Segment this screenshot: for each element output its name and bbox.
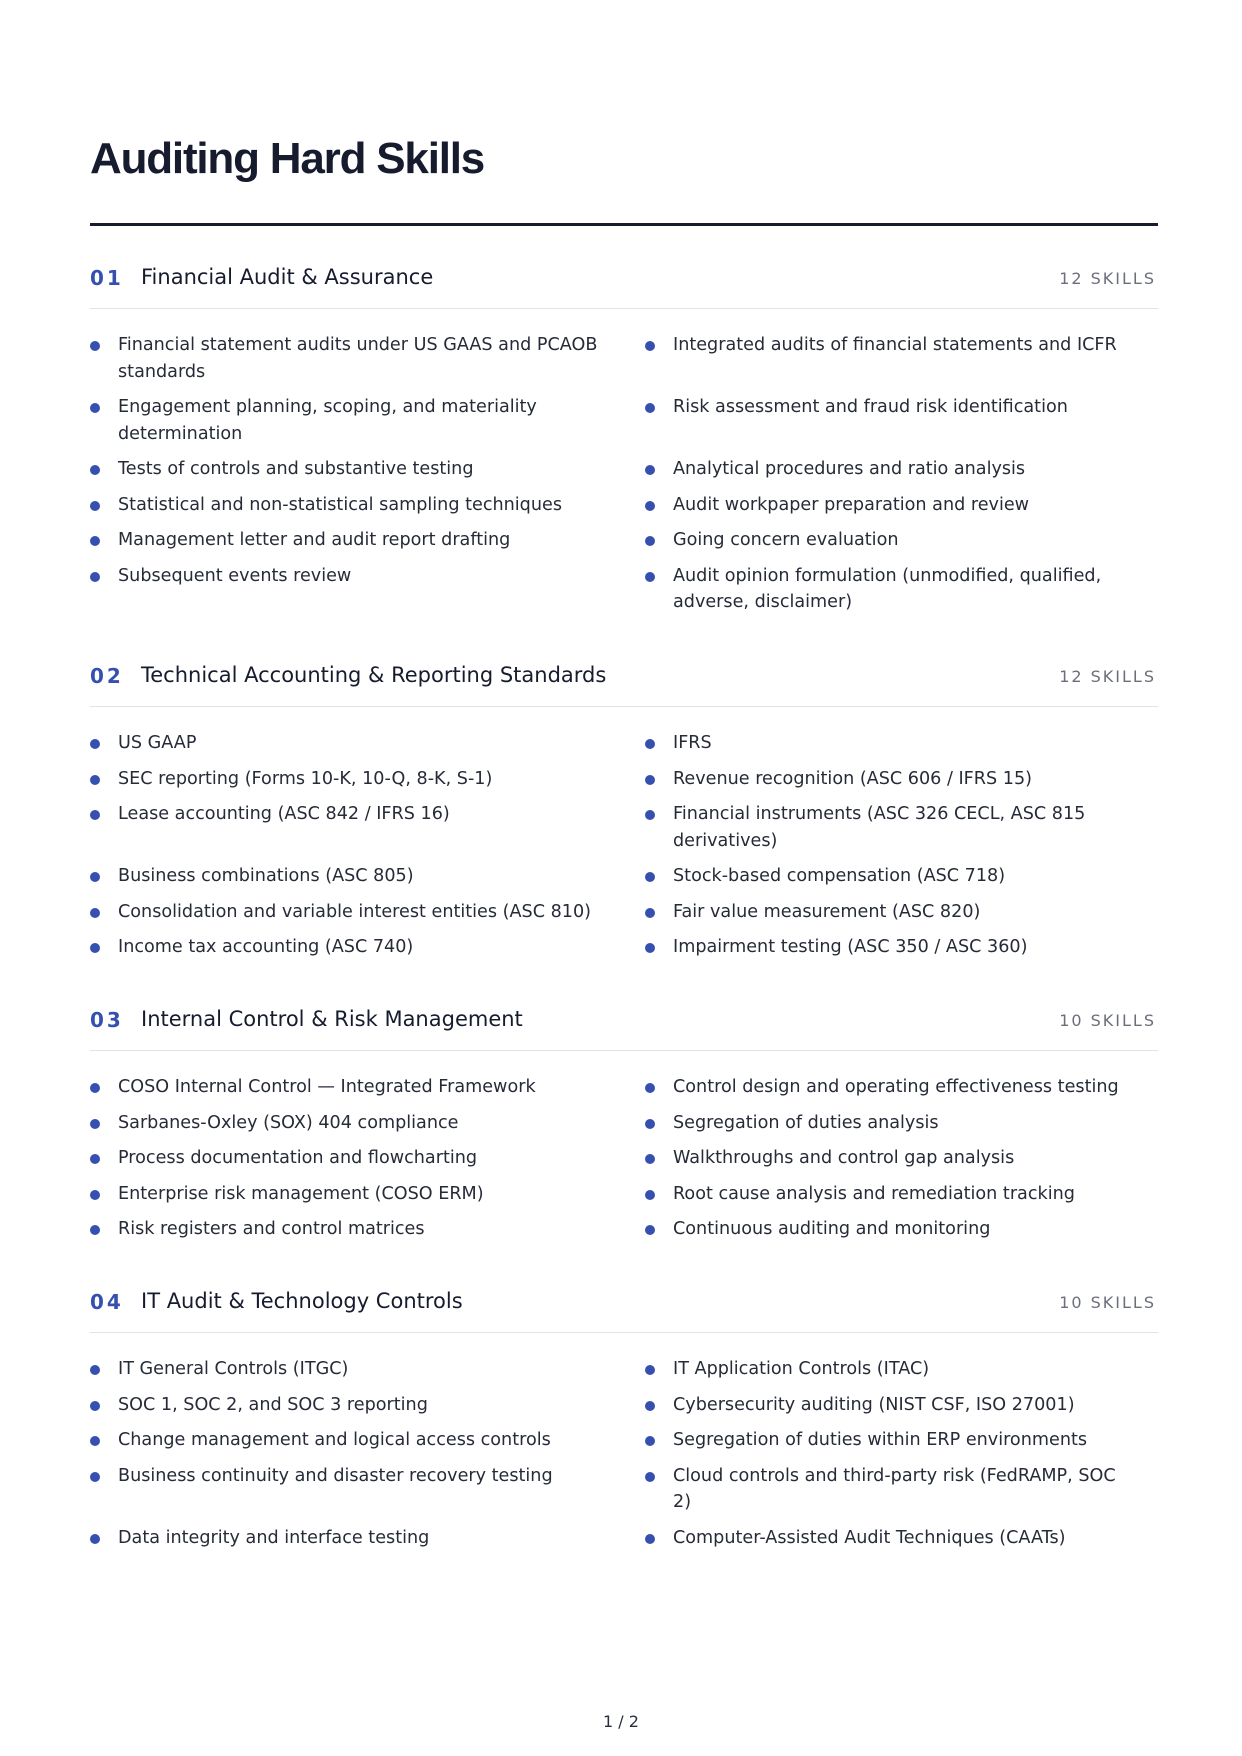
skill-item [90, 492, 645, 519]
skill-item [645, 1216, 1158, 1243]
skill-list [90, 1074, 1158, 1243]
skill-item [645, 766, 1158, 793]
bullet-icon [90, 341, 100, 351]
skill-item [90, 1145, 645, 1172]
bullet-icon [645, 1436, 655, 1446]
skill-item [90, 1427, 645, 1454]
skill-item [90, 1356, 645, 1383]
bullet-icon [90, 572, 100, 582]
bullet-icon [90, 1436, 100, 1446]
skill-item [90, 394, 645, 447]
skill-item [645, 1463, 1158, 1516]
skill-text: Going concern evaluation [673, 530, 899, 550]
skill-item [645, 934, 1158, 961]
bullet-icon [645, 536, 655, 546]
skill-item [645, 1145, 1158, 1172]
skill-item [645, 801, 1158, 854]
bullet-icon [645, 1225, 655, 1235]
skill-item [645, 863, 1158, 890]
skill-text: Walkthroughs and control gap analysis [673, 1148, 1015, 1168]
skill-text: Enterprise risk management (COSO ERM) [118, 1183, 484, 1204]
skill-item [645, 1525, 1158, 1552]
bullet-icon [90, 1365, 100, 1375]
skill-item [90, 1392, 645, 1419]
bullet-icon [645, 739, 655, 749]
bullet-icon [90, 810, 100, 820]
skill-text: Fair value measurement (ASC 820) [673, 901, 981, 922]
skill-text: Risk assessment and fraud risk identification [673, 397, 1068, 417]
skill-text: IT Application Controls (ITAC) [673, 1359, 930, 1379]
skill-item [90, 801, 645, 854]
skill-text: Consolidation and variable interest entities (ASC 810) [118, 901, 592, 922]
skill-text: Audit opinion formulation (unmodified, qualified, adverse, disclaimer) [673, 565, 1102, 612]
skill-item [645, 1074, 1158, 1101]
skill-item [90, 899, 645, 926]
bullet-icon [645, 1154, 655, 1164]
skill-text: IFRS [673, 733, 712, 753]
skill-text: Revenue recognition (ASC 606 / IFRS 15) [673, 768, 1033, 789]
skill-text: Management letter and audit report drafting [118, 530, 511, 550]
bullet-icon [90, 872, 100, 882]
bullet-icon [645, 1472, 655, 1482]
section-header [90, 656, 1158, 696]
skill-item [645, 1427, 1158, 1454]
skill-item [645, 1110, 1158, 1137]
bullet-icon [645, 775, 655, 785]
skill-text: Lease accounting (ASC 842 / IFRS 16) [118, 804, 450, 824]
section-divider [90, 1332, 1158, 1333]
skill-text: Root cause analysis and remediation tracking [673, 1183, 1075, 1204]
skill-item [90, 527, 645, 554]
bullet-icon [645, 872, 655, 882]
section-title: Financial Audit & Assurance [141, 265, 434, 289]
section-header [90, 1282, 1158, 1322]
skill-text: IT General Controls (ITGC) [118, 1359, 349, 1379]
bullet-icon [90, 1472, 100, 1482]
skill-item [645, 394, 1158, 447]
bullet-icon [90, 403, 100, 413]
page-title: Auditing Hard Skills [90, 134, 485, 183]
section-number: 03 [90, 1008, 124, 1032]
section-number: 01 [90, 266, 124, 290]
skill-item [645, 1356, 1158, 1383]
section-financial-audit [90, 258, 1158, 612]
section-internal-control [90, 1000, 1158, 1239]
skill-text: Engagement planning, scoping, and materiality determination [118, 397, 537, 444]
bullet-icon [90, 1154, 100, 1164]
skill-item [90, 1110, 645, 1137]
section-divider [90, 706, 1158, 707]
skill-item [90, 1181, 645, 1208]
skill-text: Income tax accounting (ASC 740) [118, 937, 414, 957]
skill-item [645, 1392, 1158, 1419]
bullet-icon [90, 1534, 100, 1544]
page-number: 1 / 2 [603, 1712, 639, 1731]
bullet-icon [90, 1190, 100, 1200]
skill-item [90, 332, 645, 385]
section-title: Technical Accounting & Reporting Standards [141, 663, 607, 687]
bullet-icon [645, 1083, 655, 1093]
skill-text: Business combinations (ASC 805) [118, 866, 414, 886]
bullet-icon [90, 1083, 100, 1093]
skill-item [645, 527, 1158, 554]
section-it-audit [90, 1282, 1158, 1548]
skill-text: Tests of controls and substantive testing [118, 459, 474, 479]
skill-list [90, 1356, 1158, 1551]
bullet-icon [90, 501, 100, 511]
bullet-icon [90, 1225, 100, 1235]
bullet-icon [645, 341, 655, 351]
skill-item [90, 863, 645, 890]
skill-text: SOC 1, SOC 2, and SOC 3 reporting [118, 1394, 428, 1415]
skill-text: Business continuity and disaster recovery testing [118, 1465, 553, 1486]
skill-text: SEC reporting (Forms 10-K, 10-Q, 8-K, S-1) [118, 768, 493, 789]
bullet-icon [645, 1401, 655, 1411]
skill-item [90, 1525, 645, 1552]
section-header [90, 1000, 1158, 1040]
bullet-icon [90, 536, 100, 546]
skill-text: COSO Internal Control — Integrated Framework [118, 1077, 536, 1097]
skill-count-label: 10 SKILLS [1059, 1011, 1156, 1030]
skill-item [90, 766, 645, 793]
skill-text: Financial statement audits under US GAAS and PCAOB standards [118, 335, 598, 382]
bullet-icon [645, 1190, 655, 1200]
section-header [90, 258, 1158, 298]
bullet-icon [645, 501, 655, 511]
bullet-icon [645, 403, 655, 413]
skill-item [90, 563, 645, 616]
bullet-icon [90, 1401, 100, 1411]
bullet-icon [90, 465, 100, 475]
skill-text: Cloud controls and third-party risk (FedRAMP, SOC 2) [673, 1465, 1116, 1512]
bullet-icon [90, 1119, 100, 1129]
skill-item [645, 1181, 1158, 1208]
skill-text: Data integrity and interface testing [118, 1527, 430, 1548]
skill-item [645, 730, 1158, 757]
skill-item [90, 1074, 645, 1101]
skill-text: Computer-Assisted Audit Techniques (CAATs) [673, 1527, 1066, 1548]
skill-text: Audit workpaper preparation and review [673, 494, 1030, 515]
skill-item [90, 1463, 645, 1516]
skill-text: Sarbanes-Oxley (SOX) 404 compliance [118, 1112, 459, 1133]
skill-list [90, 730, 1158, 961]
skill-item [645, 332, 1158, 385]
skill-count-label: 10 SKILLS [1059, 1293, 1156, 1312]
skill-text: Impairment testing (ASC 350 / ASC 360) [673, 937, 1028, 957]
bullet-icon [90, 943, 100, 953]
skill-count-label: 12 SKILLS [1059, 269, 1156, 288]
section-number: 04 [90, 1290, 124, 1314]
section-divider [90, 1050, 1158, 1051]
section-title: IT Audit & Technology Controls [141, 1289, 463, 1313]
bullet-icon [645, 572, 655, 582]
skill-list [90, 332, 1158, 616]
skill-text: Segregation of duties analysis [673, 1112, 939, 1133]
skill-item [90, 1216, 645, 1243]
skill-count-label: 12 SKILLS [1059, 667, 1156, 686]
skill-text: Cybersecurity auditing (NIST CSF, ISO 27001) [673, 1394, 1075, 1415]
bullet-icon [645, 908, 655, 918]
section-number: 02 [90, 664, 124, 688]
section-technical-accounting [90, 656, 1158, 957]
skill-text: Continuous auditing and monitoring [673, 1219, 991, 1239]
skill-item [645, 456, 1158, 483]
skill-text: Control design and operating effectiveness testing [673, 1077, 1119, 1097]
bullet-icon [90, 908, 100, 918]
bullet-icon [90, 775, 100, 785]
bullet-icon [645, 1534, 655, 1544]
skill-text: Statistical and non-statistical sampling techniques [118, 494, 562, 515]
skill-item [645, 563, 1158, 616]
skill-text: Process documentation and flowcharting [118, 1148, 478, 1168]
skill-text: Financial instruments (ASC 326 CECL, ASC 815 derivatives) [673, 804, 1086, 851]
skill-text: Stock-based compensation (ASC 718) [673, 866, 1006, 886]
skill-text: US GAAP [118, 733, 197, 753]
skill-item [90, 456, 645, 483]
skill-text: Segregation of duties within ERP environments [673, 1430, 1088, 1450]
skill-text: Change management and logical access controls [118, 1430, 551, 1450]
bullet-icon [90, 739, 100, 749]
skill-item [645, 492, 1158, 519]
skill-item [645, 899, 1158, 926]
skill-item [90, 730, 645, 757]
bullet-icon [645, 810, 655, 820]
section-divider [90, 308, 1158, 309]
bullet-icon [645, 943, 655, 953]
bullet-icon [645, 1365, 655, 1375]
skill-text: Integrated audits of financial statements and ICFR [673, 335, 1117, 355]
skill-item [90, 934, 645, 961]
section-title: Internal Control & Risk Management [141, 1007, 523, 1031]
bullet-icon [645, 465, 655, 475]
skill-text: Subsequent events review [118, 565, 352, 586]
bullet-icon [645, 1119, 655, 1129]
skill-text: Analytical procedures and ratio analysis [673, 459, 1026, 479]
title-divider [90, 223, 1158, 226]
skill-text: Risk registers and control matrices [118, 1219, 425, 1239]
